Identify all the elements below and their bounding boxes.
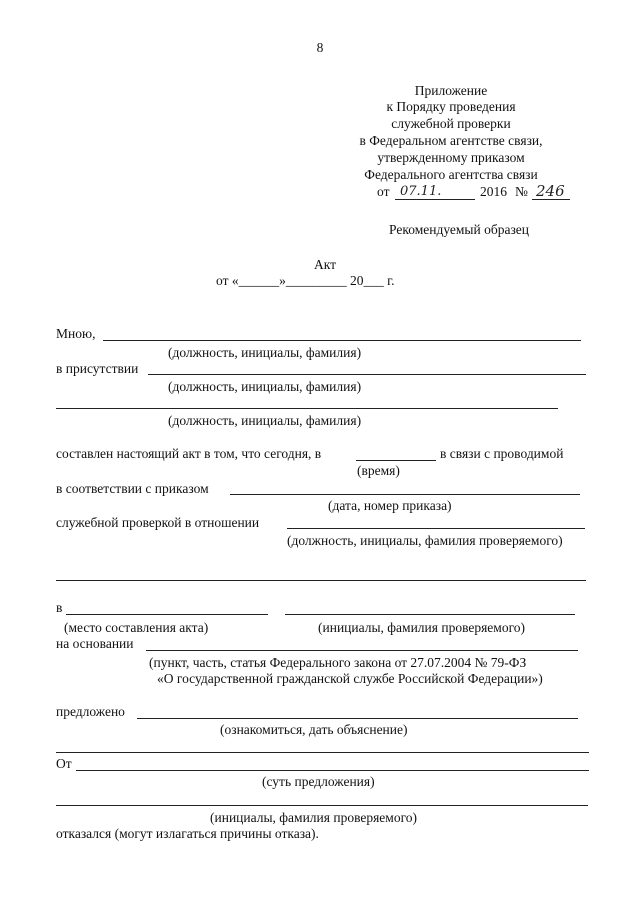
label-in-presence: в присутствии [56,361,139,376]
caption-initials-inspected: (инициалы, фамилия проверяемого) [318,620,526,635]
field-offered-line-2[interactable] [56,752,589,753]
field-from[interactable] [76,770,589,771]
order-number-handwritten: 246 [536,182,565,200]
caption-essence: (суть предложения) [262,774,375,789]
caption-position: (должность, инициалы, фамилия) [168,413,362,428]
field-initials-inspected[interactable] [285,614,575,615]
caption-place: (место составления акта) [64,620,209,635]
act-date-line: от «______»_________ 20___ г. [216,273,395,288]
caption-time: (время) [357,463,400,478]
label-composed: составлен настоящий акт в том, что сегодня, в [56,446,322,461]
caption-acquaint: (ознакомиться, дать объяснение) [220,722,408,737]
caption-order: (дата, номер приказа) [328,498,452,513]
field-presence-line-2[interactable] [56,408,558,409]
caption-initials: (инициалы, фамилия проверяемого) [210,810,418,825]
caption-law-2: «О государственной гражданской службе Российской Федерации») [157,671,543,686]
caption-law-1: (пункт, часть, статья Федерального закона от 27.07.2004 № 79-ФЗ [149,655,527,670]
label-according-order: в соответствии с приказом [56,481,209,496]
appendix-line: к Порядку проведения [386,99,516,114]
refused-text: отказался (могут излагаться причины отказа). [56,826,319,841]
field-in-presence[interactable] [148,374,586,375]
label-inspection-regarding: служебной проверкой в отношении [56,515,260,530]
appendix-line: утвержденному приказом [377,150,525,165]
caption-position: (должность, инициалы, фамилия) [168,345,362,360]
label-mnoyu: Мною, [56,326,96,341]
order-number-sign: № [515,184,528,199]
field-time[interactable] [356,460,436,461]
order-year: 2016 [480,184,507,199]
caption-inspected: (должность, инициалы, фамилия проверяемого) [287,533,563,548]
field-initials-line[interactable] [56,805,588,806]
appendix-line: Федерального агентства связи [364,167,538,182]
caption-position: (должность, инициалы, фамилия) [168,379,362,394]
label-composed-post: в связи с проводимой [440,446,564,461]
field-order[interactable] [230,494,580,495]
label-v: в [56,600,63,615]
recommended-sample: Рекомендуемый образец [389,222,530,237]
act-title: Акт [313,257,337,272]
field-inspected-line-2[interactable] [56,580,586,581]
label-from: От [56,756,72,771]
label-basis: на основании [56,636,134,651]
appendix-line: Приложение [414,83,488,98]
order-prefix: от [377,184,390,199]
appendix-line: служебной проверки [391,116,511,131]
order-date-handwritten: 07.11. [400,184,442,199]
field-offered[interactable] [137,718,578,719]
page-number: 8 [316,40,324,55]
appendix-line: в Федеральном агентстве связи, [359,133,543,148]
field-mnoyu[interactable] [103,340,581,341]
field-basis[interactable] [146,650,578,651]
label-offered: предложено [56,704,125,719]
field-place[interactable] [66,614,268,615]
field-inspected[interactable] [287,528,585,529]
